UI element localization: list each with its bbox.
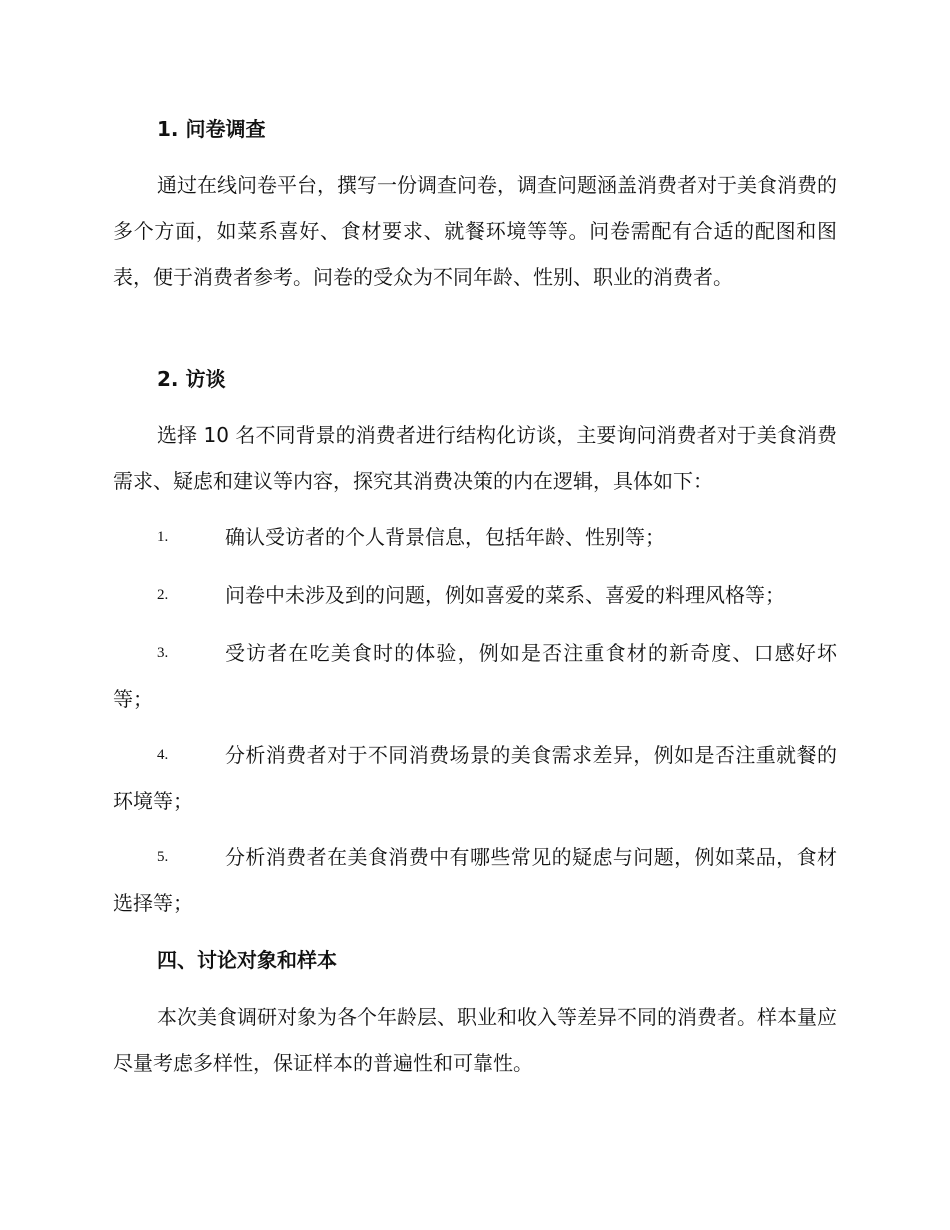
list-item [113,732,837,824]
paragraph-interview: 选择 10 名不同背景的消费者进行结构化访谈，主要询问消费者对于美食消费需求、疑虑和建议等内容，探究其消费决策的内在逻辑，具体如下： [113,423,837,493]
section-heading-interview: 2. 访谈 [157,367,226,391]
paragraph-subjects: 本次美食调研对象为各个年龄层、职业和收入等差异不同的消费者。样本量应尽量考虑多样性，保证样本的普遍性和可靠性。 [113,1005,837,1075]
list-item-number: 1. [157,529,169,545]
section-heading-questionnaire: 1. 问卷调查 [157,117,266,141]
list-item-text: 分析消费者对于不同消费场景的美食需求差异，例如是否注重就餐的环境等； [113,743,837,813]
list-item-number: 2. [157,587,169,603]
list-item-number: 5. [157,849,169,865]
paragraph-questionnaire: 通过在线问卷平台，撰写一份调查问卷，调查问题涵盖消费者对于美食消费的多个方面，如菜系喜好、食材要求、就餐环境等等。问卷需配有合适的配图和图表，便于消费者参考。问卷的受众为不同年龄、性别、职业的消费者。 [113,173,837,289]
list-item-text: 确认受访者的个人背景信息，包括年龄、性别等； [225,525,665,549]
list-item [113,630,837,722]
list-item-text: 受访者在吃美食时的体验，例如是否注重食材的新奇度、口感好坏等； [113,641,837,711]
list-item-number: 4. [157,747,169,763]
list-item-text: 问卷中未涉及到的问题，例如喜爱的菜系、喜爱的料理风格等； [225,583,785,607]
section-heading-subjects: 四、讨论对象和样本 [157,948,337,972]
list-item [113,572,837,618]
list-item-number: 3. [157,645,169,661]
list-item-text: 分析消费者在美食消费中有哪些常见的疑虑与问题，例如菜品，食材选择等； [113,845,837,915]
list-item [113,834,837,926]
list-item [113,514,837,560]
